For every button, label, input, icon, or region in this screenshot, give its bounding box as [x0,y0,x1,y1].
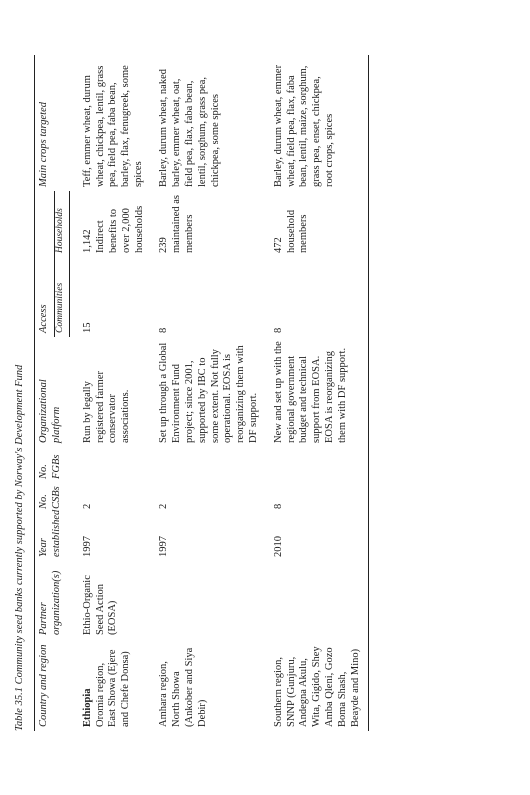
table-row [70,55,148,731]
region-text: Amhara region, North Showa (Ankober and Siya Debir) [158,647,208,727]
header-communities: Communities [54,257,70,337]
header-partner: Partner organization(s) [35,561,70,639]
csbs-cell: 2 [158,503,170,509]
header-year: Year established [35,513,70,561]
region-text: Southern region, SNNP (Gunjuru, Andegna Akulu, Wita, Gigido, Shey Amba Qleni, Gozo Boma Shash, Beayde and Mino) [272,646,361,727]
platform-cell: Run by legally registered farmer conservator associations. [81,371,132,443]
country-region-cell [70,639,148,731]
header-csbs: No. CSBs [35,483,70,513]
header-row [35,55,55,731]
country-name: Ethiopia [81,688,93,727]
crops-cell: Teff, emmer wheat, durum wheat, chickpea, lentil, grass pea, field pea, faba bean, barley, flax, fenugreek, some spices [81,65,145,187]
header-fgbs: No. FGBs [35,447,70,483]
crops-cell: Barley, durum wheat, emmer wheat, field pea, flax, faba bean, lentil, maize, sorghum, grass pea, enset, chickpea, root crops, spices [263,55,369,191]
households-cell: 239 maintained as members [158,194,195,253]
csbs-cell: 8 [263,483,369,513]
platform-cell: Set up through a Global Environment Fund project; since 2001, supported by IBC to some extent. Not fully operational. EOSA is reorganizing them with DF support. [158,342,259,443]
csbs-cell: 2 [81,503,93,509]
header-platform: Organizational platform [35,337,70,447]
table-row [263,55,369,731]
crops-cell: Barley, durum wheat, naked barley, emmer wheat, oat, field pea, flax, faba bean, lentil, sorghum, grass pea, chickpea, some spices [158,68,221,187]
platform-cell: New and set up with the regional government budget and technical support from EOSA. EOSA is reorganizing them with DF support. [263,337,369,447]
country-region-cell [148,639,262,731]
table-caption: Table 35.1 Community seed banks currently supported by Norway's Development Fund [14,364,25,731]
partner-cell: Ethio-Organic Seed Action (EOSA) [81,575,119,635]
households-cell: 472 household members [263,191,369,257]
partner-cell [148,561,262,639]
header-crops: Main crops targeted [35,55,70,191]
header-access: Access [35,191,55,337]
fgbs-cell [148,447,262,483]
header-households: Households [54,191,70,257]
year-cell: 2010 [263,513,369,561]
table-row [148,55,262,731]
header-country-region: Country and region [35,639,70,731]
year-cell: 1997 [158,536,170,557]
partner-cell [263,561,369,639]
seed-bank-table [34,55,369,731]
year-cell: 1997 [81,536,93,557]
region-text: Oromia region, East Showa (Ejere and Chefe Donsa) [94,649,132,727]
fgbs-cell [70,447,148,483]
communities-cell: 15 [82,322,94,333]
fgbs-cell [263,447,369,483]
country-region-cell [263,639,369,731]
households-cell: 1,142 Indirect benefits to over 2,000 households [82,205,145,253]
communities-cell: 8 [158,327,170,333]
communities-cell: 8 [263,257,369,337]
